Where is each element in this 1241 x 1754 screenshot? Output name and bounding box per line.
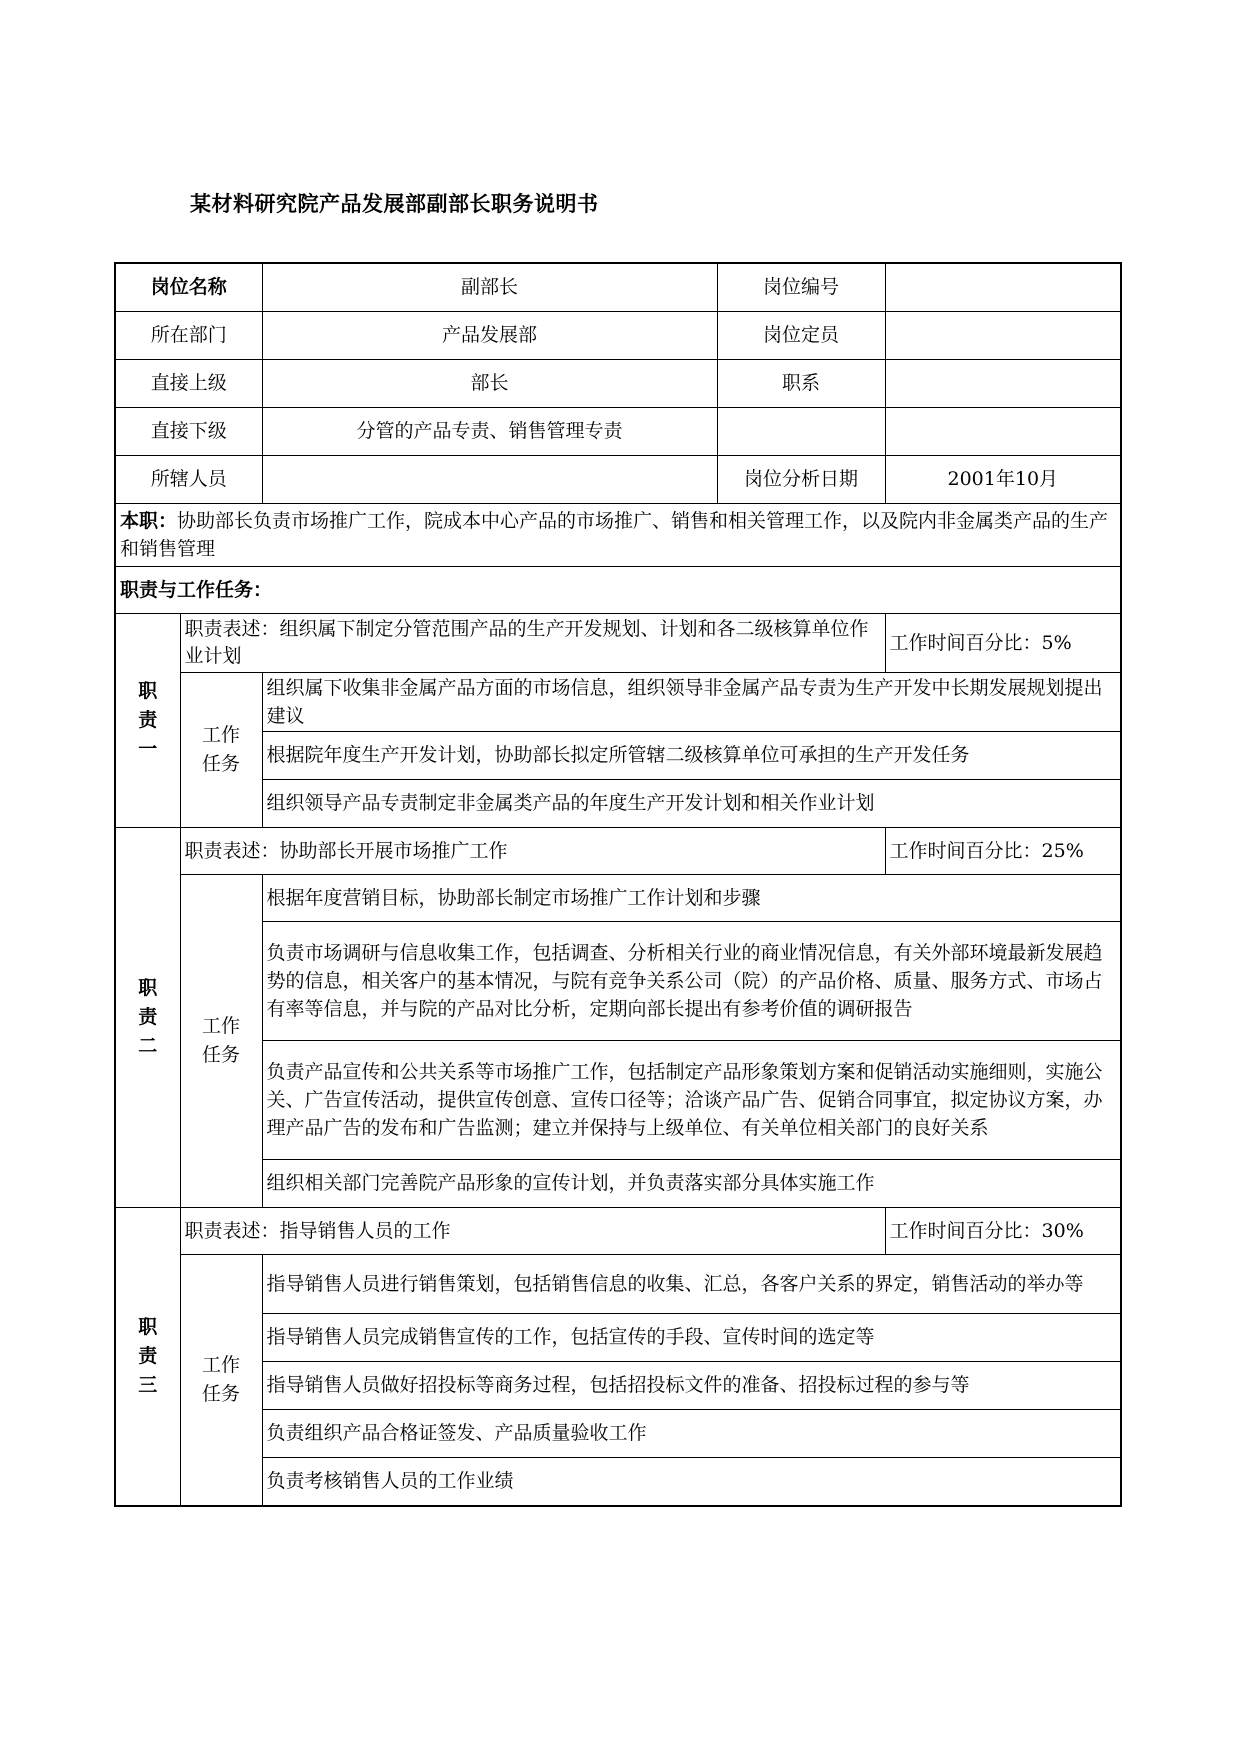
duty-3-label: 职 责 三: [115, 1208, 180, 1507]
duty-3-task-row: [115, 1314, 1121, 1362]
duty-1-task-label: 工作 任务: [180, 673, 262, 828]
document-title: 某材料研究院产品发展部副部长职务说明书: [190, 192, 599, 216]
series-label: 职系: [717, 360, 885, 408]
subordinate-extra-cell: [717, 408, 885, 456]
row-duties-heading: [115, 567, 1121, 614]
duty-3-task-5: 负责考核销售人员的工作业绩: [262, 1458, 1121, 1507]
duty-2-label: 职 责 二: [115, 828, 180, 1208]
duty-2-task-2: 负责市场调研与信息收集工作，包括调查、分析相关行业的商业情况信息，有关外部环境最新发展趋势的信息，相关客户的基本情况，与院有竞争关系公司（院）的产品价格、质量、服务方式、市场占有率等信息，并与院的产品对比分析，定期向部长提出有参考价值的调研报告: [262, 922, 1121, 1041]
duty-3-description: 职责表述：指导销售人员的工作: [180, 1208, 885, 1255]
duty-2-task-1: 根据年度营销目标，协助部长制定市场推广工作计划和步骤: [262, 875, 1121, 922]
row-staff: [115, 456, 1121, 504]
superior-label: 直接上级: [115, 360, 262, 408]
superior-value: 部长: [262, 360, 717, 408]
duties-heading: 职责与工作任务：: [115, 567, 1121, 614]
duty-1-task-2: 根据院年度生产开发计划，协助部长拟定所管辖二级核算单位可承担的生产开发任务: [262, 732, 1121, 780]
dept-value: 产品发展部: [262, 312, 717, 360]
quota-value: [885, 312, 1121, 360]
quota-label: 岗位定员: [717, 312, 885, 360]
duty-3-task-label: 工作 任务: [180, 1255, 262, 1507]
core-duty-label: 本职：: [120, 510, 178, 532]
duty-3-task-3: 指导销售人员做好招投标等商务过程，包括招投标文件的准备、招投标过程的参与等: [262, 1362, 1121, 1410]
duty-2-percent: 工作时间百分比：25%: [885, 828, 1121, 875]
duty-2-task-row: [115, 922, 1121, 1041]
row-dept: [115, 312, 1121, 360]
duty-1-description-row: [115, 614, 1121, 673]
row-superior: [115, 360, 1121, 408]
duty-1-task-3: 组织领导产品专责制定非金属类产品的年度生产开发计划和相关作业计划: [262, 780, 1121, 828]
duty-1-task-row: [115, 673, 1121, 732]
row-core-duty: [115, 504, 1121, 567]
duty-1-task-1: 组织属下收集非金属产品方面的市场信息，组织领导非金属产品专责为生产开发中长期发展规划提出建议: [262, 673, 1121, 732]
subordinate-label: 直接下级: [115, 408, 262, 456]
staff-value: [262, 456, 717, 504]
post-no-value: [885, 263, 1121, 312]
duty-3-task-row: [115, 1410, 1121, 1458]
analysis-date-label: 岗位分析日期: [717, 456, 885, 504]
duty-1-task-row: [115, 780, 1121, 828]
row-subordinate: [115, 408, 1121, 456]
duty-2-task-row: [115, 1160, 1121, 1208]
dept-label: 所在部门: [115, 312, 262, 360]
duty-2-description-row: [115, 828, 1121, 875]
duty-2-task-4: 组织相关部门完善院产品形象的宣传计划，并负责落实部分具体实施工作: [262, 1160, 1121, 1208]
duty-3-task-4: 负责组织产品合格证签发、产品质量验收工作: [262, 1410, 1121, 1458]
duty-3-description-row: [115, 1208, 1121, 1255]
duty-3-task-1: 指导销售人员进行销售策划，包括销售信息的收集、汇总，各客户关系的界定，销售活动的举办等: [262, 1255, 1121, 1314]
subordinate-value: 分管的产品专责、销售管理专责: [262, 408, 717, 456]
row-post-name: [115, 263, 1121, 312]
post-no-label: 岗位编号: [717, 263, 885, 312]
duty-3-percent: 工作时间百分比：30%: [885, 1208, 1121, 1255]
duty-1-task-row: [115, 732, 1121, 780]
duty-1-percent: 工作时间百分比：5%: [885, 614, 1121, 673]
staff-label: 所辖人员: [115, 456, 262, 504]
series-value: [885, 360, 1121, 408]
job-description-table: [114, 262, 1122, 1507]
duty-2-description: 职责表述：协助部长开展市场推广工作: [180, 828, 885, 875]
duty-2-task-3: 负责产品宣传和公共关系等市场推广工作，包括制定产品形象策划方案和促销活动实施细则，实施公关、广告宣传活动，提供宣传创意、宣传口径等；洽谈产品广告、促销合同事宜，拟定协议方案，办理产品广告的发布和广告监测；建立并保持与上级单位、有关单位相关部门的良好关系: [262, 1041, 1121, 1160]
duty-2-task-row: [115, 1041, 1121, 1160]
subordinate-extra-value: [885, 408, 1121, 456]
post-name-value: 副部长: [262, 263, 717, 312]
core-duty-text: 协助部长负责市场推广工作，院成本中心产品的市场推广、销售和相关管理工作，以及院内非金属类产品的生产和销售管理: [120, 510, 1109, 560]
post-name-label: 岗位名称: [115, 263, 262, 312]
duty-1-description: 职责表述：组织属下制定分管范围产品的生产开发规划、计划和各二级核算单位作业计划: [180, 614, 885, 673]
analysis-date-value: 2001年10月: [885, 456, 1121, 504]
duty-2-task-label: 工作 任务: [180, 875, 262, 1208]
duty-3-task-row: [115, 1362, 1121, 1410]
duty-3-task-2: 指导销售人员完成销售宣传的工作，包括宣传的手段、宣传时间的选定等: [262, 1314, 1121, 1362]
duty-2-task-row: [115, 875, 1121, 922]
duty-3-task-row: [115, 1255, 1121, 1314]
duty-3-task-row: [115, 1458, 1121, 1507]
duty-1-label: 职 责 一: [115, 614, 180, 828]
